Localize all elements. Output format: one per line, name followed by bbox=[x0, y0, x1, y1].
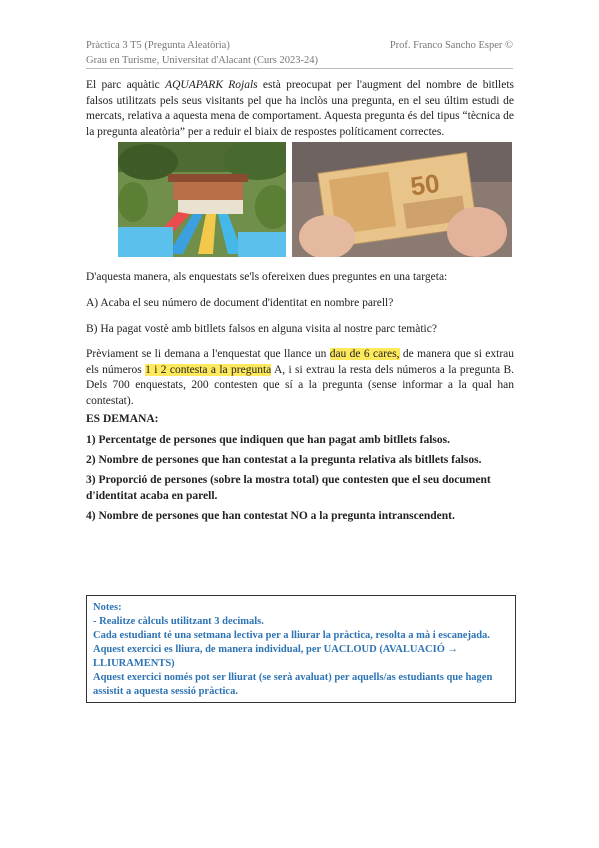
question-highlight: 1 i 2 contesta a la pregunta bbox=[145, 363, 272, 376]
task-3: 3) Proporció de persones (sobre la mostra total) que contesten que el seu document d'identitat acaba en parell. bbox=[86, 474, 491, 502]
intro-text-3: per a reduir el biaix de respostes políticament correctes. bbox=[184, 125, 445, 138]
method-text-1: Prèviament se li demana a l'enquestat que llance un bbox=[86, 348, 330, 360]
intro-paragraph bbox=[86, 78, 514, 140]
notes-title: Notes: bbox=[93, 602, 122, 613]
method-text-3: A, i si extrau la resta dels números a la pregunta B. Dels 700 enquestats, 200 contesten que sí a la pregunta (sense informar a la qual han contestat). bbox=[86, 363, 514, 407]
notes-line-4: Aquest exercici només pot ser lliurat (se serà avaluat) per aquells/as estudiants que hagen assistit a aquesta sessió pràctica. bbox=[93, 672, 493, 697]
banknote-value: 50 bbox=[408, 167, 442, 202]
notes-line-3: Aquest exercici es lliura, de manera individual, per UACLOUD (AVALUACIÓ → LLIURAMENTS) bbox=[93, 644, 458, 669]
method-text-2: de manera que si extrau els números bbox=[86, 348, 515, 376]
dice-highlight: dau de 6 cares, bbox=[329, 348, 400, 360]
task-4: 4) Nombre de persones que han contestat NO a la pregunta intranscendent. bbox=[86, 510, 455, 522]
task-1: 1) Percentatge de persones que indiquen que han pagat amb bitllets falsos. bbox=[86, 434, 450, 446]
method-paragraph bbox=[86, 347, 514, 409]
banknote-image bbox=[292, 142, 512, 257]
header-divider bbox=[86, 68, 513, 69]
intro-text-2: està preocupat per l'augment del nombre de bitllets falsos utilitzats pels seus visitants pel que ha inclòs una pregunta, en el seu últim estudi de mercats, relativa a aquesta mena de comportament. Aquesta pregunta és del tipus bbox=[86, 79, 514, 122]
question-a: A) Acaba el seu número de document d'identitat en nombre parell? bbox=[86, 297, 394, 309]
notes-line-2: Cada estudiant té una setmana lectiva per a lliurar la pràctica, resolta a mà i escanejada. bbox=[93, 630, 490, 641]
aquapark-image bbox=[118, 142, 286, 257]
header-practice-title: Pràctica 3 T5 (Pregunta Aleatòria) bbox=[86, 40, 230, 51]
task-2: 2) Nombre de persones que han contestat a la pregunta relativa als bitllets falsos. bbox=[86, 454, 482, 466]
header-author: Prof. Franco Sancho Esper © bbox=[389, 40, 513, 51]
technique-name: “tècnica de la pregunta aleatòria” bbox=[86, 110, 515, 138]
demana-title: ES DEMANA: bbox=[86, 413, 159, 425]
park-name: AQUAPARK Rojals bbox=[165, 79, 258, 91]
notes-line-1: - Realitze càlculs utilitzant 3 decimals. bbox=[93, 616, 264, 627]
notes-box bbox=[86, 595, 516, 703]
header-course: Grau en Turisme, Universitat d'Alacant (Curs 2023-24) bbox=[86, 55, 318, 66]
intro-text-1: El parc aquàtic bbox=[86, 79, 166, 91]
question-b: B) Ha pagat vostè amb bitllets falsos en alguna visita al nostre parc temàtic? bbox=[86, 323, 437, 335]
intro2-paragraph: D'aquesta manera, als enquestats se'ls ofereixen dues preguntes en una targeta: bbox=[86, 271, 448, 283]
header-left bbox=[86, 38, 318, 68]
